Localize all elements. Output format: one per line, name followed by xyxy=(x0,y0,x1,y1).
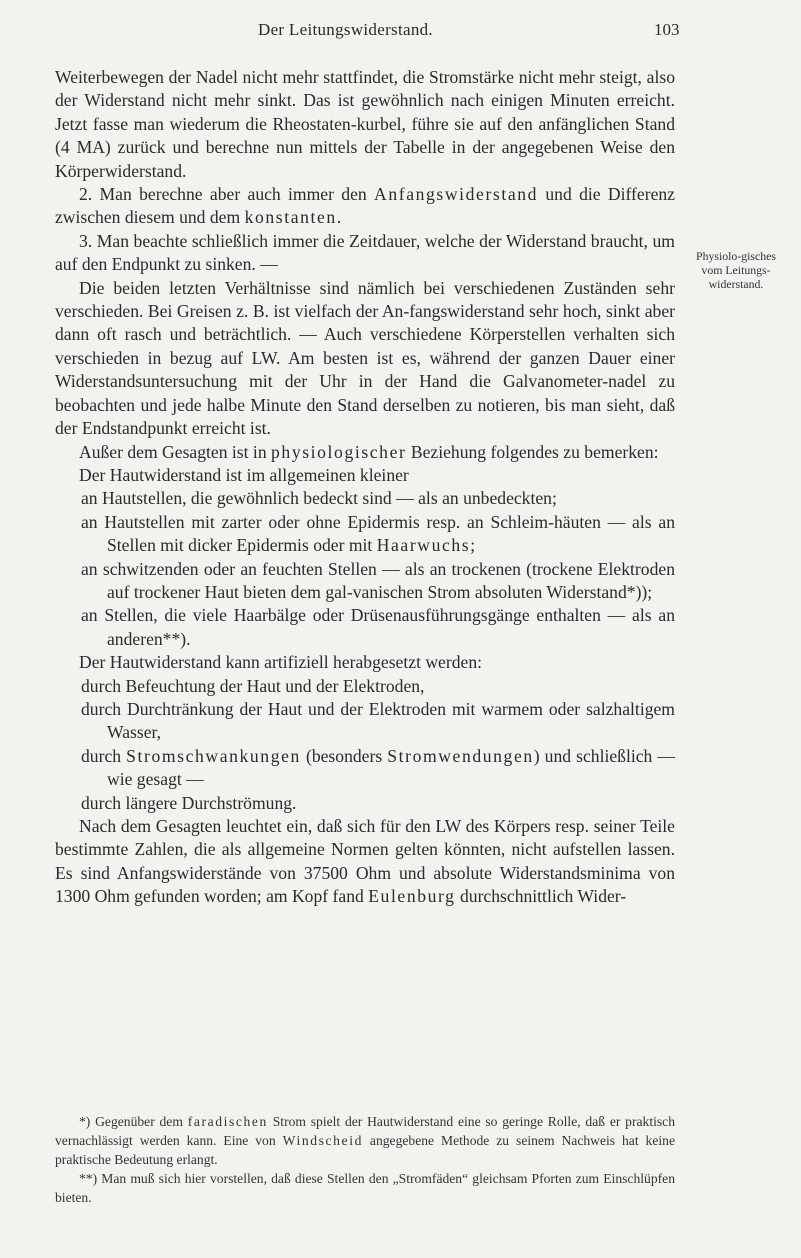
paragraph: Nach dem Gesagten leuchtet ein, daß sich für den LW des Körpers resp. seiner Teile bestimmte Zahlen, die als allgemeine Normen gelten könnten, nicht aufstellen lassen. Es sind Anfangswiderstände von 37500 Ohm und absolute Widerstandsminima von 1300 Ohm gefunden worden; am Kopf fand Eulenburg durchschnittlich Wider- xyxy=(55,816,675,907)
list-item: durch Durchtränkung der Haut und der Elektroden mit warmem oder salzhaltigem Wasser, xyxy=(81,698,675,743)
footnotes xyxy=(55,1112,675,1207)
paragraph: Die beiden letzten Verhältnisse sind nämlich bei verschiedenen Zuständen sehr verschieden. Bei Greisen z. B. ist vielfach der An-fangswiderstand sehr hoch, sinkt aber dann oft rasch und beträchtlich. — Auch verschiedene Körperstellen verhalten sich verschieden in bezug auf LW. Am besten ist es, während der ganzen Dauer einer Widerstandsuntersuchung mit der Uhr in der Hand die Galvanometer-nadel zu beobachten und jede halbe Minute den Stand derselben zu notieren, bis man sieht, daß der Endstandpunkt erreicht ist. xyxy=(55,277,675,439)
footnote: **) Man muß sich hier vorstellen, daß diese Stellen den „Stromfäden“ gleichsam Pforten zum Einschlüpfen bieten. xyxy=(55,1171,675,1205)
paragraph: Außer dem Gesagten ist in physiologischer Beziehung folgendes zu bemerken: xyxy=(79,441,659,462)
page-header xyxy=(0,20,801,46)
list-item: an Hautstellen, die gewöhnlich bedeckt sind — als an unbedeckten; xyxy=(81,488,557,509)
footnote: *) Gegenüber dem faradischen Strom spielt der Hautwiderstand eine so geringe Rolle, daß er praktisch vernachlässigt werden kann. Eine von Windscheid angegebene Methode zu seinem Nachweis hat keine praktische Bedeutung erlangt. xyxy=(55,1114,675,1167)
paragraph: 3. Man beachte schließlich immer die Zeitdauer, welche der Widerstand braucht, um auf den Endpunkt zu sinken. — xyxy=(55,230,675,275)
list-item: an Stellen, die viele Haarbälge oder Drüsenausführungsgänge enthalten — als an anderen**). xyxy=(81,605,675,649)
list-item: an Hautstellen mit zarter oder ohne Epidermis resp. an Schleim-häuten — als an Stellen mit dicker Epidermis oder mit Haarwuchs; xyxy=(81,511,675,556)
emphasis: Windscheid xyxy=(282,1133,363,1148)
list-item: an schwitzenden oder an feuchten Stellen — als an trockenen (trockene Elektroden auf trockener Haut bieten dem gal-vanischen Strom absoluten Widerstand*)); xyxy=(81,558,675,602)
page-number: 103 xyxy=(654,20,680,39)
body-text xyxy=(55,66,675,909)
emphasis: Haarwuchs xyxy=(376,535,471,556)
list-item: durch Befeuchtung der Haut und der Elektroden, xyxy=(81,675,425,696)
paragraph: 2. Man berechne aber auch immer den Anfangswiderstand und die Differenz zwischen diesem und dem konstanten. xyxy=(55,184,675,228)
paragraph: Der Hautwiderstand ist im allgemeinen kleiner xyxy=(79,464,409,485)
list-item: durch längere Durchströmung. xyxy=(81,792,297,813)
paragraph: Der Hautwiderstand kann artifiziell herabgesetzt werden: xyxy=(79,652,483,673)
emphasis: Anfangswiderstand xyxy=(374,184,539,205)
list-item: durch Stromschwankungen (besonders Stromwendungen) und schließlich — wie gesagt — xyxy=(81,745,675,790)
emphasis: Eulenburg xyxy=(368,886,456,907)
margin-note: Physiolo-gisches vom Leitungs-widerstand. xyxy=(696,249,776,291)
emphasis: faradischen xyxy=(187,1114,268,1129)
emphasis: Stromwendungen xyxy=(387,745,534,766)
running-title: Der Leitungswiderstand. xyxy=(258,20,433,39)
emphasis: konstanten. xyxy=(244,207,343,228)
emphasis: Stromschwankungen xyxy=(126,745,301,766)
emphasis: physiologischer xyxy=(271,441,407,462)
paragraph: Weiterbewegen der Nadel nicht mehr stattfindet, die Stromstärke nicht mehr steigt, also der Widerstand nicht mehr sinkt. Das ist gewöhnlich nach einigen Minuten erreicht. Jetzt fasse man wiederum die Rheostaten-kurbel, führe sie auf den anfänglichen Stand (4 MA) zurück und berechne nun mittels der Tabelle in der angegebenen Weise den Körperwiderstand. xyxy=(55,67,675,181)
